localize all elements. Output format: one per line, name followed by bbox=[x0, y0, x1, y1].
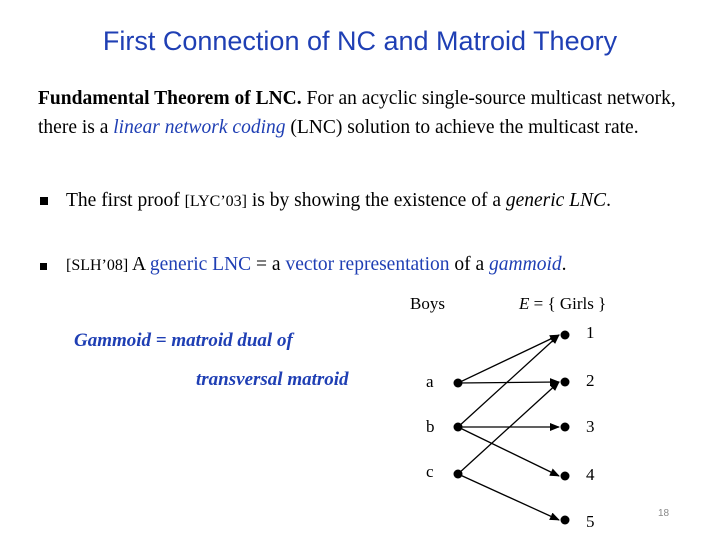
bullet-2-term-3: gammoid bbox=[489, 254, 562, 275]
boy-label-c: c bbox=[426, 462, 434, 481]
edge-a-1 bbox=[458, 335, 559, 383]
gammoid-note-line-1: Gammoid = matroid dual of bbox=[74, 330, 293, 351]
boy-node-b bbox=[454, 423, 463, 432]
bullet-1-text-b: is by showing the existence of a bbox=[246, 190, 506, 211]
bullet-1-text-c: . bbox=[606, 190, 611, 211]
girl-node-5 bbox=[561, 516, 570, 525]
edge-a-2 bbox=[458, 382, 559, 383]
bullet-2-term-2: vector representation bbox=[285, 254, 450, 275]
bullet-1-term: generic LNC bbox=[505, 190, 607, 211]
boy-label-b: b bbox=[426, 417, 435, 436]
boy-node-c bbox=[454, 470, 463, 479]
theorem-name: Fundamental Theorem of LNC. bbox=[38, 88, 302, 109]
girls-header-rest: = { Girls } bbox=[529, 294, 607, 313]
girl-label-3: 3 bbox=[586, 417, 595, 436]
bullet-1-citation: [LYC’03] bbox=[184, 193, 247, 210]
bullet-1-text-a: The first proof bbox=[66, 190, 185, 211]
girl-node-1 bbox=[561, 331, 570, 340]
page-number: 18 bbox=[658, 508, 670, 519]
bullet-2-term-1: generic LNC bbox=[149, 254, 252, 275]
bullet-2-text-b: = a bbox=[251, 254, 286, 275]
theorem-text-1: For an acyclic single-source multicast network, there is a bbox=[38, 88, 676, 138]
bullet-2-citation: [SLH’08] bbox=[66, 257, 129, 274]
slide-title: First Connection of NC and Matroid Theory bbox=[102, 26, 618, 56]
boys-header: Boys bbox=[410, 294, 445, 313]
girl-node-2 bbox=[561, 378, 570, 387]
girl-label-2: 2 bbox=[586, 371, 595, 390]
girls-header-e: E bbox=[519, 294, 530, 313]
girls-header bbox=[519, 294, 606, 314]
girl-label-5: 5 bbox=[586, 512, 595, 531]
edge-b-4 bbox=[458, 427, 559, 476]
gammoid-note-line-2: transversal matroid bbox=[196, 369, 349, 390]
edge-group bbox=[458, 335, 559, 520]
bullet-2-text-c: of a bbox=[449, 254, 490, 275]
edge-c-2 bbox=[458, 382, 559, 474]
theorem-text-2: (LNC) solution to achieve the multicast rate. bbox=[285, 117, 639, 138]
boy-label-a: a bbox=[426, 372, 434, 391]
girl-node-3 bbox=[561, 423, 570, 432]
girl-label-4: 4 bbox=[586, 465, 595, 484]
girl-node-4 bbox=[561, 472, 570, 481]
girl-label-1: 1 bbox=[586, 323, 595, 342]
edge-b-1 bbox=[458, 335, 559, 427]
bullet-2-text-d: . bbox=[561, 254, 567, 275]
bullet-2-text-a: A bbox=[128, 254, 150, 275]
edge-c-5 bbox=[458, 474, 559, 520]
theorem-term: linear network coding bbox=[113, 117, 286, 138]
boy-node-a bbox=[454, 379, 463, 388]
